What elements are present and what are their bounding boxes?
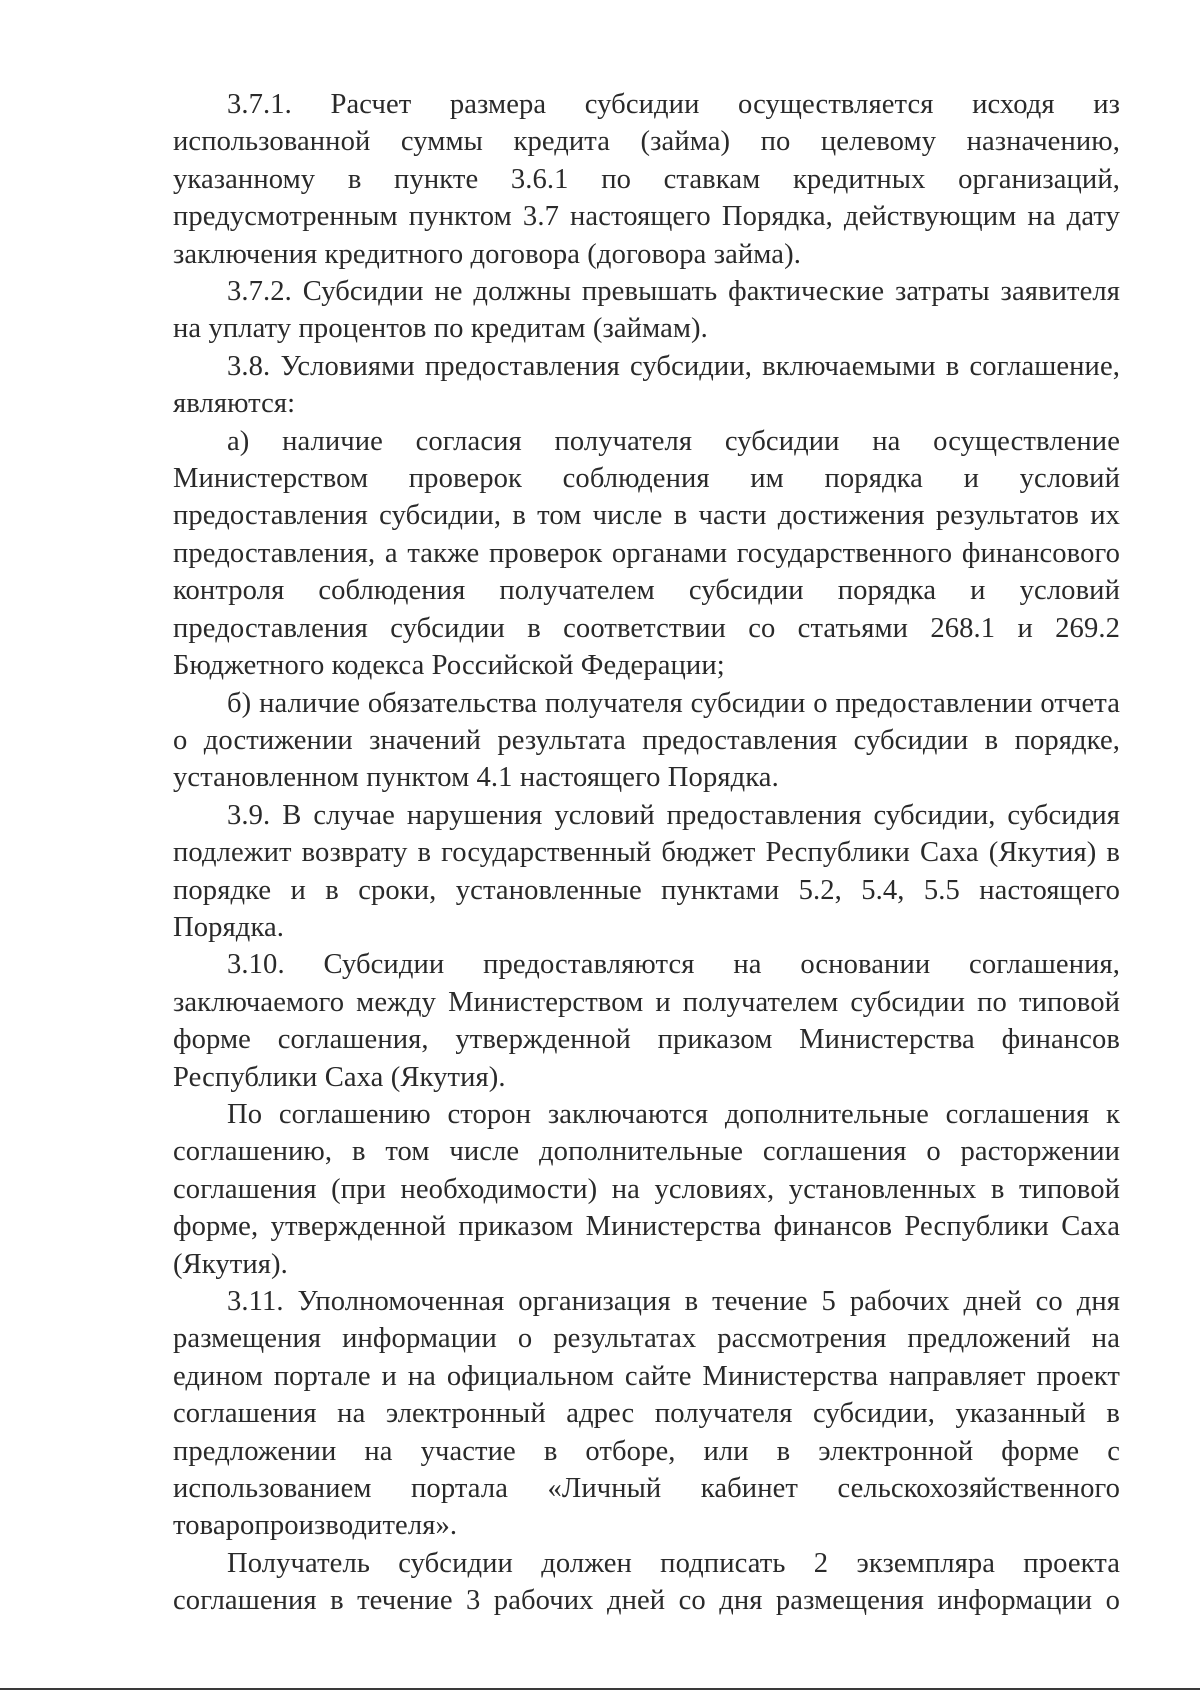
paragraph-3-8-b: б) наличие обязательства получателя субсидии о предоставлении отчета о достижении значений результата предоставления субсидии в порядке, установленном пунктом 4.1 настоящего Порядка.: [173, 687, 1120, 794]
document-body: [173, 86, 1120, 1620]
paragraph-3-8-a: а) наличие согласия получателя субсидии на осуществление Министерством проверок соблюдения им порядка и условий предоставления субсидии, в том числе в части достижения результатов их предоставления, а также проверок органами государственного финансового контроля соблюдения получателем субсидии порядка и условий предоставления субсидии в соответствии со статьями 268.1 и 269.2 Бюджетного кодекса Российской Федерации;: [173, 425, 1120, 682]
paragraph-3-8: 3.8. Условиями предоставления субсидии, включаемыми в соглашение, являются:: [173, 350, 1120, 420]
paragraph-3-10-additional: По соглашению сторон заключаются дополнительные соглашения к соглашению, в том числе дополнительные соглашения о расторжении соглашения (при необходимости) на условиях, установленных в типовой форме, утвержденной приказом Министерства финансов Республики Саха (Якутия).: [173, 1098, 1120, 1280]
paragraph-3-11: 3.11. Уполномоченная организация в течение 5 рабочих дней со дня размещения информации о результатах рассмотрения предложений на едином портале и на официальном сайте Министерства направляет проект соглашения на электронный адрес получателя субсидии, указанный в предложении на участие в отборе, или в электронной форме с использованием портала «Личный кабинет сельскохозяйственного товаропроизводителя».: [173, 1286, 1120, 1542]
paragraph-3-7-2: 3.7.2. Субсидии не должны превышать фактические затраты заявителя на уплату процентов по кредитам (займам).: [173, 276, 1120, 345]
paragraph-3-11-recipient: Получатель субсидии должен подписать 2 экземпляра проекта соглашения в течение 3 рабочих дней со дня размещения информации о: [173, 1547, 1120, 1617]
paragraph-3-7-1: 3.7.1. Расчет размера субсидии осуществляется исходя из использованной суммы кредита (займа) по целевому назначению, указанному в пункте 3.6.1 по ставкам кредитных организаций, предусмотренным пунктом 3.7 настоящего Порядка, действующим на дату заключения кредитного договора (договора займа).: [173, 89, 1120, 270]
paragraph-3-10: 3.10. Субсидии предоставляются на основании соглашения, заключаемого между Министерством и получателем субсидии по типовой форме соглашения, утвержденной приказом Министерства финансов Республики Саха (Якутия).: [173, 949, 1120, 1093]
page-bottom-rule: [0, 1688, 1200, 1690]
paragraph-3-9: 3.9. В случае нарушения условий предоставления субсидии, субсидия подлежит возврату в государственный бюджет Республики Саха (Якутия) в порядке и в сроки, установленные пунктами 5.2, 5.4, 5.5 настоящего Порядка.: [173, 799, 1120, 943]
